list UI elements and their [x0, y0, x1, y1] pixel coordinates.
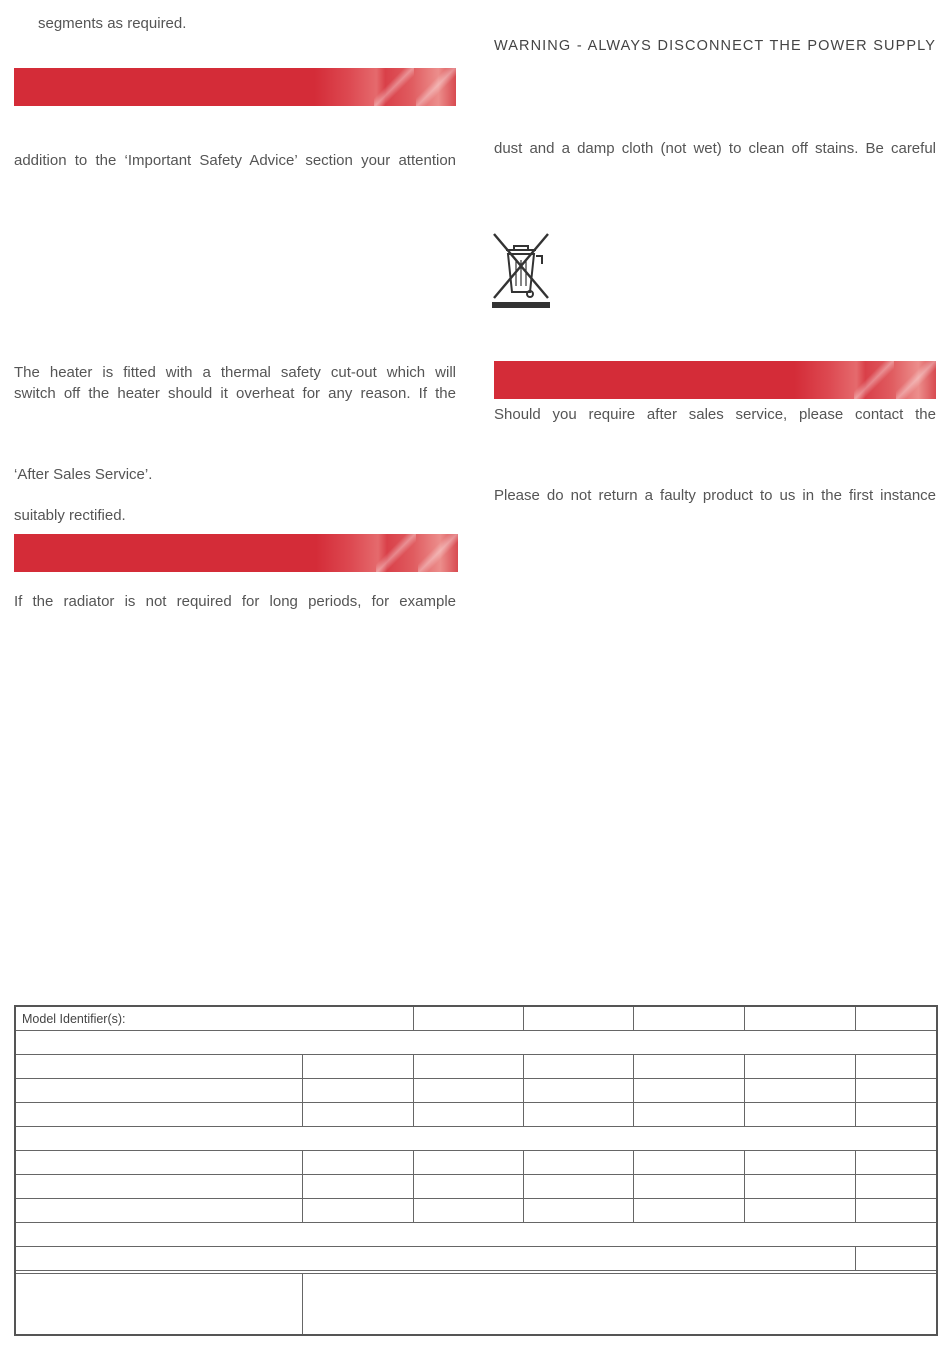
table-row — [15, 1223, 937, 1247]
section-header-band-2 — [14, 534, 458, 572]
text-addition: addition to the ‘Important Safety Advice’ section your attention — [14, 152, 456, 169]
table-row — [15, 1199, 937, 1223]
text-thermal-line2: switch off the heater should it overheat for any reason. If the — [14, 385, 456, 402]
table-cell — [855, 1006, 937, 1031]
table-row — [15, 1175, 937, 1199]
table-cell — [744, 1006, 855, 1031]
section-header-band-1 — [14, 68, 456, 106]
crossed-out-wheelie-bin-icon — [492, 232, 550, 308]
text-thermal-line1: The heater is fitted with a thermal safety cut-out which will — [14, 364, 456, 381]
table-row — [15, 1055, 937, 1079]
table-row — [15, 1274, 937, 1336]
text-rectified: suitably rectified. — [14, 507, 126, 524]
section-header-band-3 — [494, 361, 936, 399]
table-cell — [15, 1031, 937, 1055]
table-row — [15, 1247, 937, 1271]
table-row — [15, 1127, 937, 1151]
text-radiator: If the radiator is not required for long periods, for example — [14, 593, 456, 610]
table-cell — [524, 1006, 634, 1031]
table-row — [15, 1031, 937, 1055]
table-row — [15, 1006, 937, 1031]
table-row — [15, 1103, 937, 1127]
text-after-sales-ref: ‘After Sales Service’. — [14, 466, 153, 483]
text-service: Should you require after sales service, please contact the — [494, 406, 936, 423]
table-row — [15, 1151, 937, 1175]
text-return: Please do not return a faulty product to us in the first instance — [494, 487, 936, 504]
text-segments: segments as required. — [38, 15, 187, 32]
text-dust: dust and a damp cloth (not wet) to clean off stains. Be careful — [494, 140, 936, 157]
table-row — [15, 1079, 937, 1103]
table-cell — [413, 1006, 524, 1031]
table-cell — [634, 1006, 745, 1031]
text-warning: WARNING - ALWAYS DISCONNECT THE POWER SUPPLY — [494, 38, 936, 54]
model-identifier-label: Model Identifier(s): — [15, 1006, 413, 1031]
product-spec-table — [14, 1005, 938, 1336]
